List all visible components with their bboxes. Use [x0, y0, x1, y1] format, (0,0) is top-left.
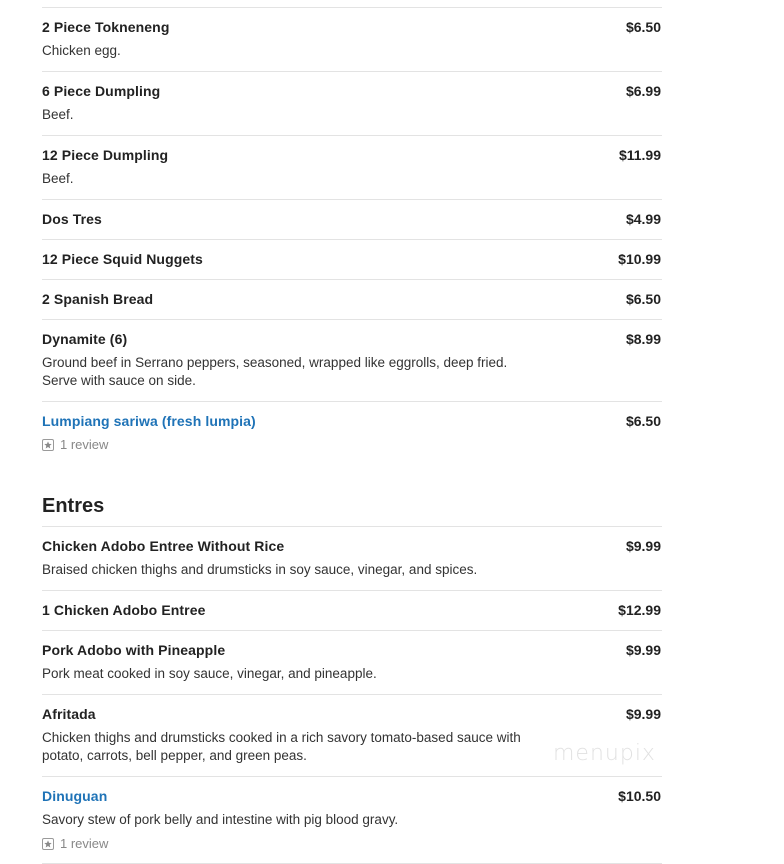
review-star-icon — [42, 838, 54, 850]
item-price: $12.99 — [618, 602, 661, 618]
menu-item — [42, 320, 662, 402]
item-description: Braised chicken thighs and drumsticks in soy sauce, vinegar, and spices. — [42, 562, 478, 577]
item-description: Pork meat cooked in soy sauce, vinegar, and pineapple. — [42, 666, 377, 681]
item-price: $9.99 — [625, 706, 661, 722]
item-name: Pork Adobo with Pineapple — [42, 642, 226, 658]
item-name: 2 Spanish Bread — [42, 291, 154, 307]
item-description: Beef. — [42, 107, 74, 122]
item-description: Beef. — [42, 171, 74, 186]
item-price: $9.99 — [625, 642, 661, 658]
watermark-logo: menupix — [553, 741, 656, 766]
menu-item — [42, 200, 662, 240]
item-price: $6.50 — [625, 291, 661, 307]
item-price: $4.99 — [625, 211, 661, 227]
item-name-link[interactable]: Lumpiang sariwa (fresh lumpia) — [42, 413, 256, 429]
menu-item — [42, 136, 662, 200]
review-star-icon — [42, 439, 54, 451]
item-price: $6.50 — [625, 413, 661, 429]
section-title-entres: Entres — [42, 464, 662, 527]
item-name: 12 Piece Dumpling — [42, 147, 169, 163]
item-name: 6 Piece Dumpling — [42, 83, 161, 99]
item-name: 2 Piece Tokneneng — [42, 19, 170, 35]
item-description: Chicken thighs and drumsticks cooked in a rich savory tomato-based sauce with potato, carrots, bell pepper, and green peas. — [42, 730, 521, 763]
item-description: Savory stew of pork belly and intestine with pig blood gravy. — [42, 812, 399, 827]
menu-item — [42, 527, 662, 591]
menu-item — [42, 695, 662, 777]
item-price: $10.99 — [618, 251, 661, 267]
menu-item — [42, 631, 662, 695]
item-description: Ground beef in Serrano peppers, seasoned, wrapped like eggrolls, deep fried. Serve with sauce on side. — [42, 355, 508, 388]
review-link[interactable] — [42, 437, 662, 453]
item-name: Chicken Adobo Entree Without Rice — [42, 538, 285, 554]
item-name: Dos Tres — [42, 211, 102, 227]
review-link[interactable] — [42, 836, 662, 852]
menu-item — [42, 777, 662, 864]
menu-list — [42, 0, 662, 864]
menu-item — [42, 591, 662, 631]
review-count: 1 review — [60, 437, 109, 452]
item-name: 1 Chicken Adobo Entree — [42, 602, 206, 618]
item-price: $11.99 — [618, 147, 661, 163]
item-price: $6.99 — [625, 83, 661, 99]
item-name-link[interactable]: Dinuguan — [42, 788, 108, 804]
item-description: Chicken egg. — [42, 43, 121, 58]
item-price: $9.99 — [625, 538, 661, 554]
top-divider — [42, 0, 662, 8]
menu-item — [42, 402, 662, 464]
menu-item — [42, 280, 662, 320]
menu-item — [42, 240, 662, 280]
item-price: $6.50 — [625, 19, 661, 35]
item-price: $8.99 — [625, 331, 661, 347]
item-name: 12 Piece Squid Nuggets — [42, 251, 203, 267]
menu-item — [42, 8, 662, 72]
item-name: Afritada — [42, 706, 96, 722]
menu-item — [42, 72, 662, 136]
review-count: 1 review — [60, 836, 109, 851]
item-name: Dynamite (6) — [42, 331, 128, 347]
item-price: $10.50 — [618, 788, 661, 804]
